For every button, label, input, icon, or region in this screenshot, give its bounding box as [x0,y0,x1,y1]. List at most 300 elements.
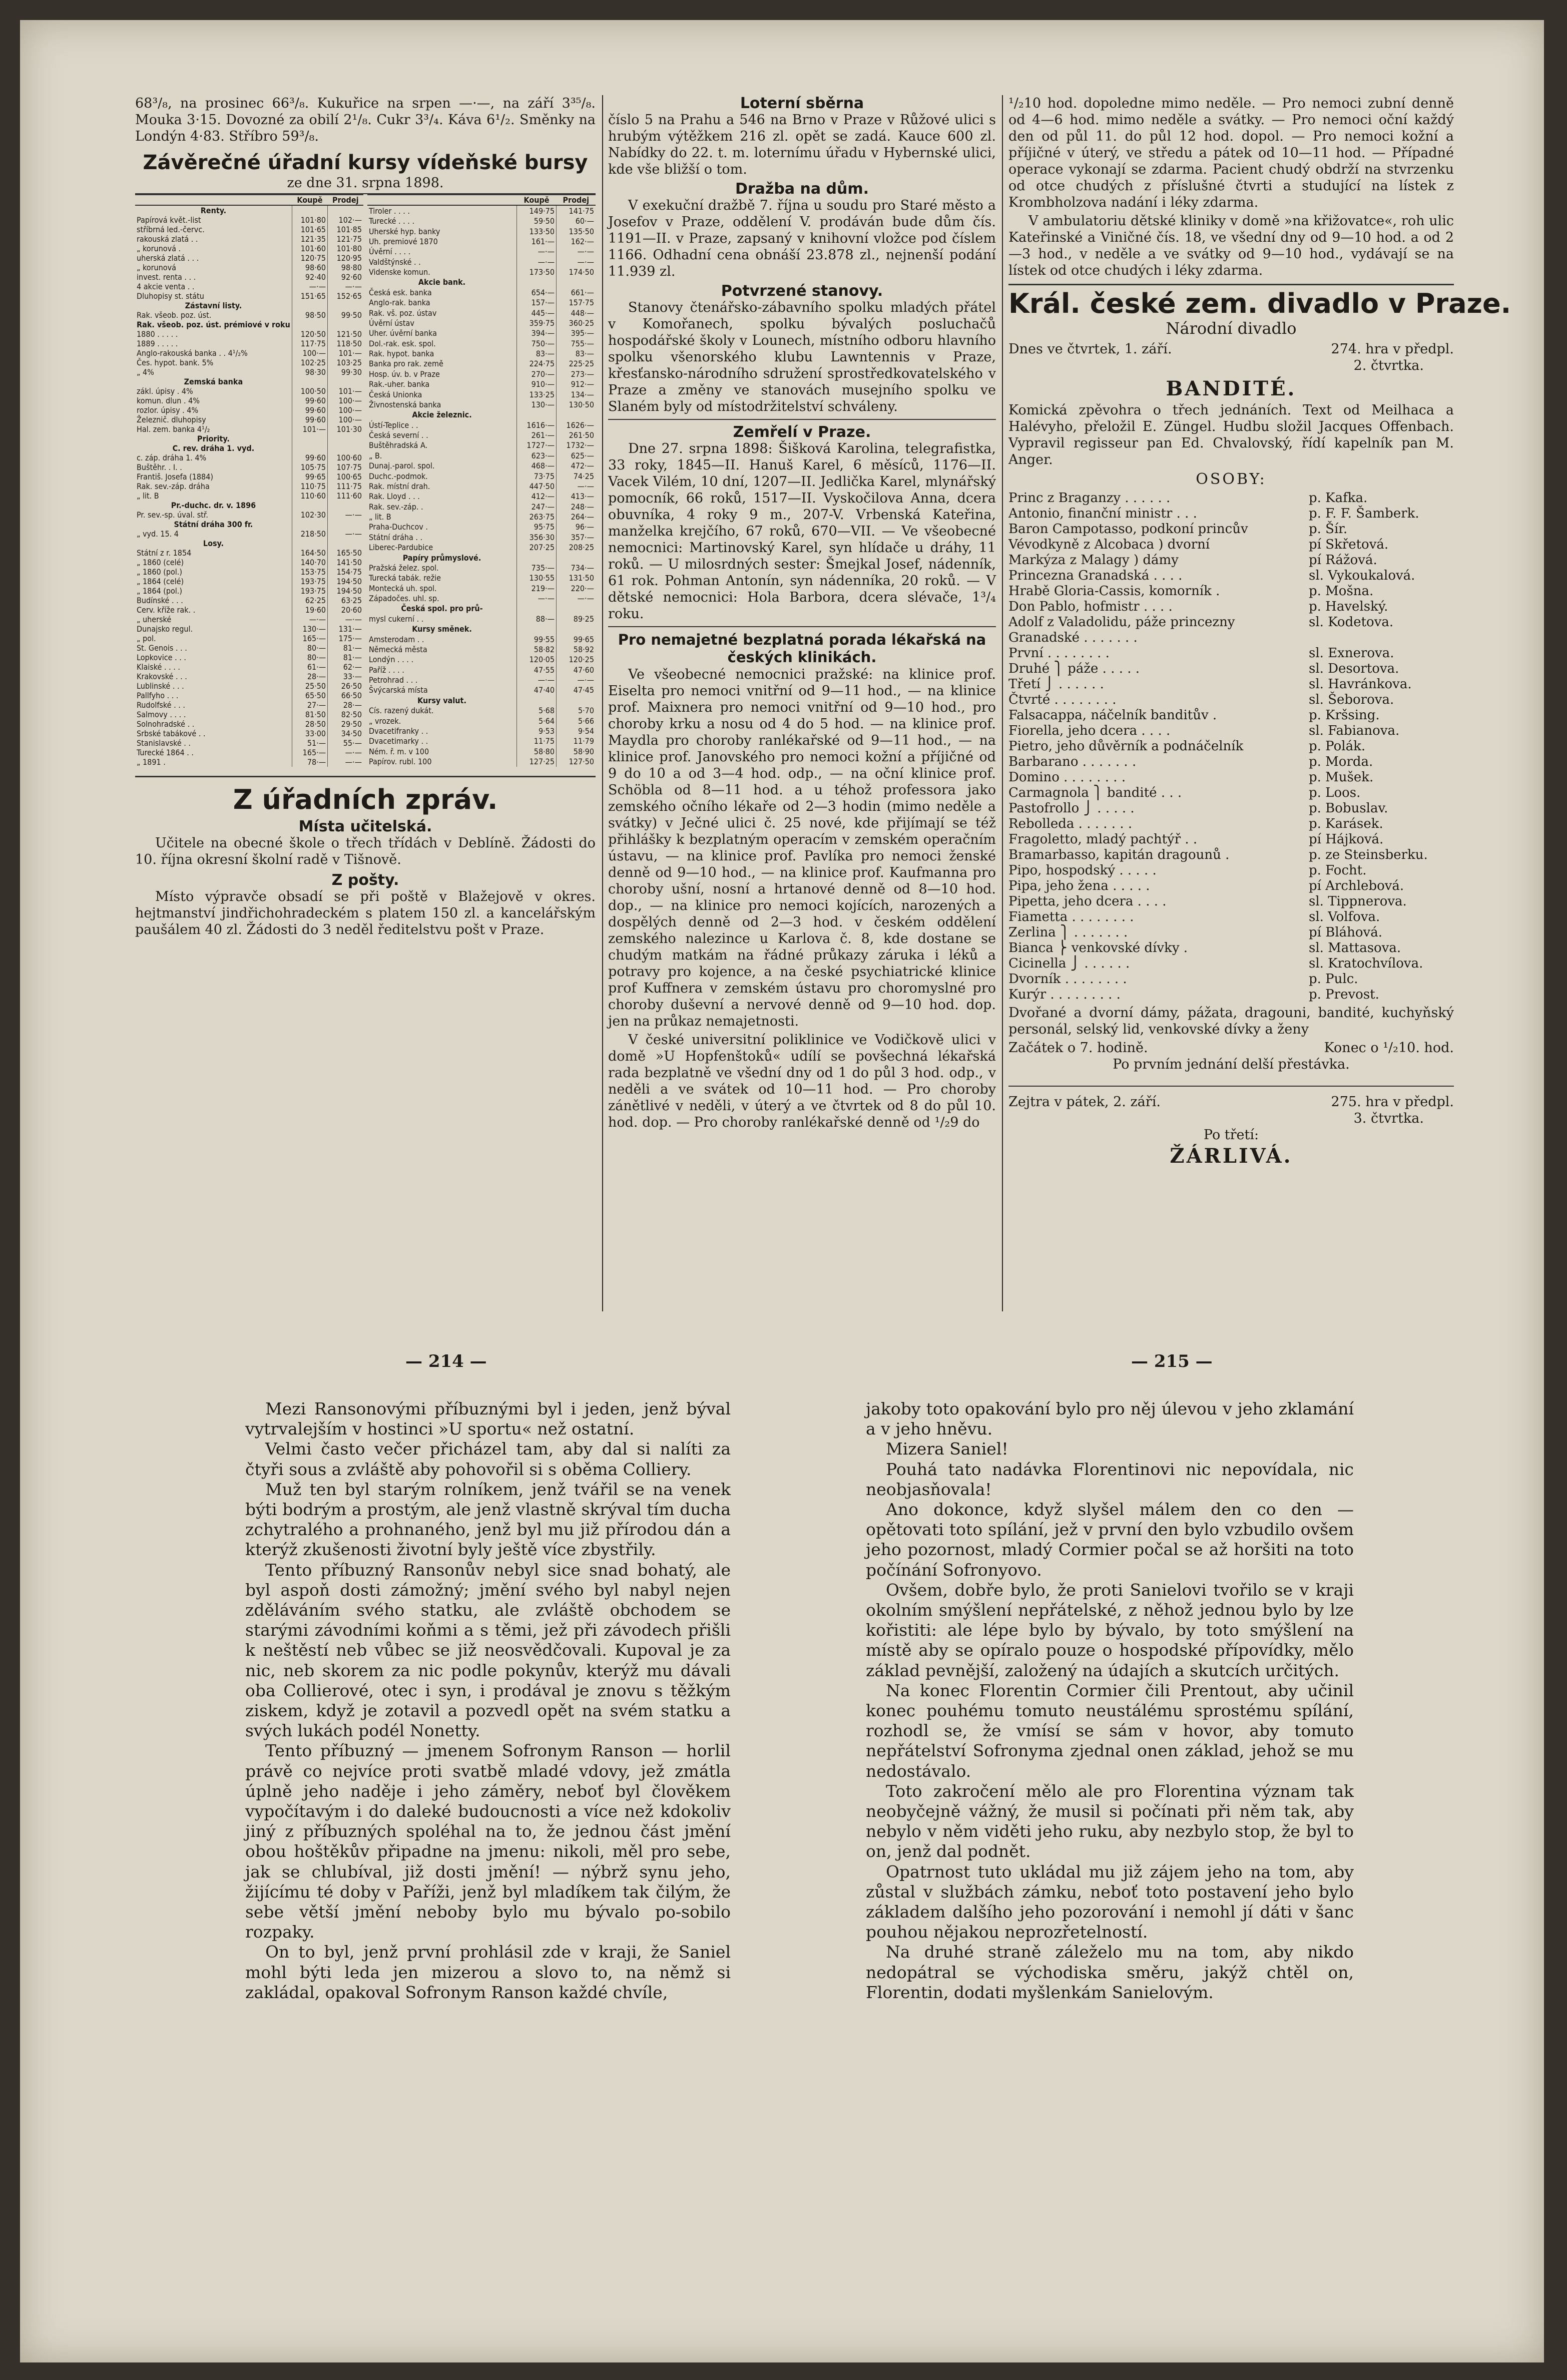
cast-role: Carmagnola ⎫ bandité . . . [1008,785,1182,800]
market-row [135,377,363,386]
market-row [367,236,596,246]
cast-row [1008,584,1454,599]
market-row [367,450,596,460]
market-row [367,216,596,226]
market-cell-name: Státní dráha . . [369,532,423,542]
market-cell-name: Petrohrad . . . [369,675,418,685]
performance-1-line [1008,341,1454,357]
market-cell-name: 4 akcie venta . . [137,282,195,291]
theatre-banner: Král. české zem. divadlo v Praze. [1008,288,1511,319]
market-cell-name: Uher. úvěrní banka [369,328,437,338]
cast-row [1008,940,1454,956]
market-cell-name: Pr. sev.-sp. úval. stř. [137,510,208,520]
market-cell-sell: 152·65 [328,291,363,301]
market-cell-name: Rak. vš. poz. ústav [369,308,437,318]
market-cell-name: Rak. místní drah. [369,481,430,491]
market-cell-sell [328,520,363,529]
market-cell-buy: 25·50 [292,681,327,691]
market-row [135,215,363,225]
cast-actor: sl. Kratochvílova. [1309,956,1423,971]
market-row [135,320,363,329]
novel-paragraph: Velmi často večer přicházel tam, aby dal si nalíti za čtyři sous a zvláště aby pohovořil si s oběma Colliery. [245,1439,731,1479]
market-row [367,685,596,695]
deaths-heading: Zemřelí v Praze. [733,423,871,441]
market-cell-sell: 92·60 [328,272,363,282]
market-cell-buy: 910·— [517,379,557,389]
market-cell-buy: 101·80 [292,215,327,225]
market-cell-sell: 100·60 [328,453,363,462]
market-cell-sell: 99·65 [557,634,596,644]
cast-actor: sl. Vykoukalová. [1309,568,1415,583]
market-cell-buy: 47·40 [517,685,557,695]
market-row [135,577,363,586]
performance-2-line [1008,1094,1454,1110]
performance-1-subscription: 274. hra v předpl. [1331,341,1454,357]
market-cell-sell: 174·50 [557,267,596,277]
newspaper-page [20,20,1544,2362]
market-cell-sell: 194·50 [328,577,363,586]
market-cell-name: Ném. ř. m. v 100 [369,746,429,756]
market-row [135,301,363,310]
play-title: BANDITÉ. [1166,377,1297,400]
market-cell-buy: 5·64 [517,716,557,726]
novel-paragraph: Na konec Florentin Cormier čili Prentout, aby učinil konec pouhému tomuto neustálému sprostému spílání, rozhodl se, že vmísí se sám v hovor, aby tomuto nepřátelství Sofronyma zjednal onen základ, jehož se mu nedostávalo. [866,1680,1354,1781]
market-row [135,672,363,681]
auction-text: V exekuční dražbě 7. října u soudu pro Staré město a Josefov v Praze, oddělení V. prodáván bude dům čís. 1191—II. v Praze, zapsaný v knihovní vložce pod číslem 1166. Odhadní cena obnáší 23.878 zl., nejnenší podání 11.939 zl. [608,198,996,279]
market-cell-name: Rak. Lloyd . . . [369,492,420,502]
market-cell-name: Františ. Josefa (1884) [137,472,213,482]
cast-role: Domino . . . . . . . . [1008,770,1126,785]
market-row [367,614,596,624]
market-cell-name: Papíry průmyslové. [402,553,481,563]
market-row [367,736,596,746]
cast-role: Bianca ⎬ venkovské dívky . [1008,940,1188,956]
cast-role: Čtvrté . . . . . . . . [1008,692,1117,707]
cast-row [1008,677,1454,692]
cast-row [1008,894,1454,909]
market-cell-sell: —·— [328,529,363,539]
market-cell-sell: 111·75 [328,482,363,491]
cast-role: Pastofrollo ⎭ . . . . . [1008,801,1135,816]
performance-2-first: Po třetí: [1203,1127,1259,1143]
market-cell-sell: 220·— [557,583,596,593]
cast-role: Princ z Braganzy . . . . . . [1008,491,1171,506]
market-cell-buy: 101·60 [292,244,327,253]
market-cell-name: Rudolfské . . . [137,700,185,710]
market-cell-name: Duchc.-podmok. [369,471,428,481]
market-cell-name: Živnostenská banka [369,399,441,409]
market-intro: 68³/₈, na prosinec 66³/₈. Kukuřice na srpen —·—, na září 3³⁵/₈. Mouka 3·15. Dovozné za obilí 2¹/₈. Cukr 3³/₄. Káva 6¹/₂. Směnky na Londýn 4·83. Stříbro 59³/₈. [135,96,596,144]
market-cell-buy: 98·60 [292,263,327,272]
cast-actor: p. F. F. Šamberk. [1309,506,1419,521]
market-row [367,379,596,389]
cast-actor: sl. Šeborova. [1309,692,1394,707]
market-cell-name: Česká esk. banka [369,287,432,297]
market-cell-sell: 47·45 [557,685,596,695]
clinic-heading: Pro nemajetné bezplatná porada lékařská na českých klinikách. [618,631,986,666]
market-row [135,558,363,567]
market-cell-buy [292,443,327,453]
market-cell-name: „ 1891 . [137,757,166,767]
performance-2-title: ŽÁRLIVÁ. [1170,1144,1293,1168]
market-cell-name: Česká spol. pro prů- [401,604,483,614]
market-cell-sell: 912·— [557,379,596,389]
market-row [367,716,596,726]
market-row [135,358,363,367]
market-cell-name: Dol.-rak. esk. spol. [369,338,436,348]
market-cell-buy: 99·55 [517,634,557,644]
market-cell-buy: 263·75 [517,512,557,522]
cast-actor: p. Kršsing. [1309,708,1380,723]
cast-row [1008,646,1454,661]
statutes-text: Stanovy čtenářsko-zábavního spolku mladých přátel v Komořanech, spolku bývalých posluchačů hospodářské školy v Lounech, místního odboru hlavního spolku všenorského klubu Lawntennis v Praze, křesťansko-národního sdružení sprostředkovatelského v Praze a změny ve stanovách musejního spolku ve Slaném byly od místodržitelství schváleny. [608,300,996,414]
market-cell-name: Pražská želez. spol. [369,563,439,573]
cast-role: Vévodkyně z Alcobaca ) dvorní [1008,537,1210,552]
market-cell-name: Papírov. rubl. 100 [369,757,432,767]
market-row [135,205,363,215]
market-cell-buy: 394·— [517,328,557,338]
market-cell-sell: 99·30 [328,367,363,377]
market-cell-buy: 61·— [292,662,327,672]
market-row [367,492,596,502]
end-time: Konec o ¹/₂10. hod. [1324,1040,1454,1056]
market-row [135,539,363,548]
page-number-left: — 214 — [405,1351,487,1371]
market-cell-sell: 58·90 [557,746,596,756]
market-cell-buy: 207·25 [517,542,557,552]
header-sell: Prodej [557,195,596,205]
market-cell-name: „ lit. B [137,491,159,501]
market-row [367,675,596,685]
novel-paragraph: Opatrnost tuto ukládal mu již zájem jeho na tom, aby zůstal v službách zámku, neboť toto postavení jeho bylo základem dalšího jeho pozorování i nemohl jí dáti v šanc pouhou nějakou neprozřetelností. [866,1861,1354,1942]
market-cell-buy: 149·75 [517,205,557,216]
market-cell-sell: 130·50 [557,399,596,409]
market-cell-buy: 153·75 [292,567,327,577]
market-cell-buy: 164·50 [292,548,327,558]
market-cell-sell: 118·50 [328,339,363,348]
market-cell-buy: 83·— [517,348,557,358]
market-cell-sell: 141·75 [557,205,596,216]
cast-actor: pí Skřetová. [1309,537,1389,552]
column-theatre [1008,95,1511,1169]
market-cell-sell: 264·— [557,512,596,522]
market-cell-sell: —·— [328,748,363,757]
market-cell-name: Montecká uh. spol. [369,583,437,593]
market-cell-name: Pallfyho . . . [137,691,179,700]
market-cell-buy: 99·60 [292,405,327,415]
market-row [135,501,363,510]
market-cell-name: Turecké . . . . [369,216,415,226]
cast-actor: p. Morda. [1309,754,1373,769]
market-cell-name: Úvěrní . . . . [369,247,411,257]
cast-row [1008,863,1454,878]
market-row [367,593,596,603]
market-cell-sell: 121·75 [328,234,363,244]
market-cell-buy: 80·— [292,653,327,662]
market-row [135,339,363,348]
market-cell-sell: 121·50 [328,329,363,339]
market-row [135,748,363,757]
cast-footer: Dvořané a dvorní dámy, pážata, dragouni, bandité, kuchyňský personál, selský lid, venkovské dívky a ženy [1008,1005,1454,1037]
market-cell-name: Rak.-uher. banka [369,379,430,389]
market-cell-sell: 131·50 [557,573,596,583]
market-cell-sell: 625·— [557,450,596,460]
cast-role: Don Pablo, hofmistr . . . . [1008,599,1173,614]
cast-actor: sl. Fabianova. [1309,723,1400,738]
market-cell-buy: 270·— [517,369,557,379]
cast-row [1008,615,1454,646]
market-row [135,348,363,358]
cast-row [1008,801,1454,816]
market-cell-sell: 134·— [557,389,596,399]
cast-row [1008,739,1454,754]
market-row [367,257,596,267]
market-cell-name: Renty. [200,206,227,215]
cast-list [1008,491,1454,1003]
market-cell-buy: 98·30 [292,367,327,377]
cast-role: Princezna Granadská . . . . [1008,568,1183,583]
cast-row [1008,832,1454,847]
market-cell-sell: 101·— [328,348,363,358]
market-cell-name: komun. dlun . 4% [137,396,200,405]
market-cell-sell: 98·80 [328,263,363,272]
market-row [367,226,596,236]
market-cell-sell: 5·66 [557,716,596,726]
market-cell-name: Dvacetimarky . . [369,736,428,746]
cast-actor: p. Mušek. [1309,770,1374,785]
market-cell-sell [557,553,596,563]
market-cell-name: Švýcarská místa [369,685,428,695]
market-cell-buy: 9·53 [517,726,557,736]
market-cell-name: Kursy směnek. [412,624,472,634]
header-buy: Koupě [292,195,327,205]
cast-row [1008,568,1454,584]
market-cell-buy: 261·— [517,430,557,440]
children-clinic-text: V ambulatoriu dětské kliniky v domě »na křižovatce«, roh ulic Kateřinské a Viničné čís. 18, ve všední dny od 9—10 hod. a od 2—3 hod., v neděle a ve svátky od 9—10 hod., vydávají se na lístek od otce chudých i léky zdarma. [1008,213,1454,278]
cast-actor: p. ze Steinsberku. [1309,847,1428,862]
market-cell-buy: 80·— [292,643,327,653]
market-cell-sell: 154·75 [328,567,363,577]
market-cell-buy: 58·82 [517,644,557,654]
cast-actor: sl. Desortova. [1309,661,1399,676]
market-cell-name: „ pol. [137,634,156,643]
market-row [135,386,363,396]
market-cell-sell: 734·— [557,563,596,573]
novel-page-left [245,1399,731,2003]
market-row [135,738,363,748]
header-sell: Prodej [328,195,363,205]
market-cell-name: Ústí-Teplice . . [369,420,418,430]
news-teachers-text: Učitele na obecné škole o třech třídách v Deblíně. Žádosti do 10. října okresní školní radě v Tišnově. [135,835,596,867]
market-row [367,369,596,379]
novel-paragraph: Tento příbuzný Ransonův nebyl sice snad bohatý, ale byl aspoň dosti zámožný; jmění svého byl nabyl nejen zděláváním svého statku, ale zvláště obchodem se starými závodními koňmi a s těmi, jež při závodech přišli k neštěstí neb vůbec se již neosvědčovali. Kupoval je za nic, neb skorem za nic podle pokynův, kterýž mu dávali oba Collierové, otec i syn, i prodával je znovu s těžkým ziskem, když je zotavil a pozvedl opět na svém statku a svých lukách podél Nonetty. [245,1560,731,1741]
market-row [135,244,363,253]
market-cell-sell: 5·70 [557,705,596,715]
market-cell-sell: 60·— [557,216,596,226]
market-cell-buy: 62·25 [292,596,327,605]
column-markets [135,95,596,940]
market-row [367,287,596,297]
cast-row [1008,754,1454,770]
performance-2-quarter: 3. čtvrtka. [1353,1111,1424,1126]
market-cell-sell: 9·54 [557,726,596,736]
cast-role: Pietro, jeho důvěrník a podnáčelník [1008,739,1244,754]
market-row [367,542,596,552]
market-cell-sell: —·— [328,510,363,520]
market-row [367,553,596,563]
market-cell-buy [517,410,557,420]
market-cell-buy: 110·60 [292,491,327,501]
market-cell-buy: 11·75 [517,736,557,746]
market-cell-buy: 95·75 [517,522,557,532]
cast-actor: p. Polák. [1309,739,1366,754]
market-cell-buy: —·— [292,615,327,624]
market-row [367,430,596,440]
market-cell-sell: 225·25 [557,359,596,369]
cast-row [1008,878,1454,894]
market-cell-sell: 96·— [557,522,596,532]
market-row [135,529,363,539]
market-cell-sell: 66·50 [328,691,363,700]
market-cell-buy: 88·— [517,614,557,624]
market-row [135,482,363,491]
market-row [135,624,363,634]
market-cell-buy: —·— [517,675,557,685]
cast-row [1008,925,1454,940]
market-cell-sell: 273·— [557,369,596,379]
market-row [367,399,596,409]
market-cell-buy: 100·50 [292,386,327,396]
column-notices [608,95,996,1133]
market-cell-name: Budínské . . . [137,596,183,605]
market-cell-buy: 120·05 [517,655,557,665]
cast-row [1008,987,1454,1003]
market-cell-buy [292,301,327,310]
market-cell-buy: 140·70 [292,558,327,567]
market-row [135,653,363,662]
market-row [367,756,596,767]
page-number-right: — 215 — [1131,1351,1213,1371]
market-row [135,615,363,624]
market-cell-name: „ B. [369,450,382,460]
market-cell-sell: 63·25 [328,596,363,605]
market-cell-sell [557,695,596,705]
novel-paragraph: Pouhá tato nadávka Florentinovi nic nepovídala, nic neobjasňovala! [866,1459,1354,1499]
market-cell-buy: 99·60 [292,453,327,462]
market-cell-name: c. záp. dráha 1. 4% [137,453,207,462]
market-row [135,405,363,415]
market-row [135,605,363,615]
cast-role: Dvorník . . . . . . . . [1008,972,1127,987]
market-cell-buy: 623·— [517,450,557,460]
market-cell-buy: 33·00 [292,729,327,738]
market-cell-name: Turecké 1864 . . [137,748,194,757]
clinic-continued: ¹/₂10 hod. dopoledne mimo neděle. — Pro nemoci zubní denně od 4—6 hod. mimo neděle a svátky. — Pro nemoci oční každý den od půl 11. do půl 12 hod. dopol. — Pro nemoci kožní a příjičné v úterý, ve středu a pátek od 10—11 hod. — Případné operace vykonají se zdarma. Pacient chudý obdrží na stvrzenku od otce chudých z příslušné čtvrti a studující na lístek z Krombholzova nadání i léky zdarma. [1008,96,1454,210]
market-cell-sell: 100·— [328,405,363,415]
market-cell-sell: 102·— [328,215,363,225]
market-cell-buy [517,624,557,634]
market-row [135,329,363,339]
market-row [367,532,596,542]
market-cell-name: Buštěhr. . I. . [137,462,182,472]
market-cell-name: Cís. razený dukát. [369,706,434,716]
market-cell-buy: 218·50 [292,529,327,539]
market-cell-buy: 100·— [292,348,327,358]
market-row [135,367,363,377]
cast-role: Fiametta . . . . . . . . [1008,909,1134,924]
performance-1-date: Dnes ve čtvrtek, 1. září. [1008,341,1172,357]
market-cell-buy: 193·75 [292,577,327,586]
market-cell-sell [328,539,363,548]
market-cell-name: Česká Unionka [369,389,422,399]
cast-role: Kurýr . . . . . . . . . [1008,987,1121,1002]
cast-row [1008,847,1454,863]
cast-actor: pí Bláhová. [1309,925,1382,940]
market-cell-sell: 28·— [328,700,363,710]
market-row [367,563,596,573]
market-cell-name: Uherské hyp. banky [369,226,440,236]
market-cell-name: Liberec-Pardubice [369,543,433,553]
market-cell-sell: 111·60 [328,491,363,501]
market-cell-name: Krakovské . . . [137,672,187,681]
market-cell-buy: 121·35 [292,234,327,244]
market-cell-buy: 359·75 [517,318,557,328]
cast-actor: sl. Kodetova. [1309,615,1394,630]
cast-role: Fragoletto, mladý pachtýř . . [1008,832,1198,847]
market-cell-sell: 100·65 [328,472,363,482]
cast-role: Hrabě Gloria-Cassis, komorník . [1008,584,1220,599]
market-cell-name: Papírová květ.-list [137,215,201,225]
market-cell-name: Hosp. úv. b. v Praze [369,369,440,379]
market-cell-sell [328,320,363,329]
market-row [135,310,363,320]
market-cell-name: „ vrozek. [369,716,401,726]
market-cell-sell: 33·— [328,672,363,681]
cast-role: Pipetta, jeho dcera . . . . [1008,894,1167,909]
cast-actor: sl. Exnerova. [1309,646,1394,661]
market-cell-name: invest. renta . . . [137,272,196,282]
cast-row [1008,723,1454,739]
start-end-line [1008,1040,1454,1056]
market-cell-buy: 19·60 [292,605,327,615]
market-cell-sell: 357·— [557,532,596,542]
market-cell-buy: 219·— [517,583,557,593]
market-cell-buy: 1616·— [517,420,557,430]
market-cell-sell: —·— [557,481,596,491]
cast-role: Falsacappa, náčelník banditův . [1008,708,1217,723]
cast-actor: p. Mošna. [1309,584,1374,599]
market-row [367,471,596,481]
cast-row [1008,522,1454,537]
market-cell-sell: 101·80 [328,244,363,253]
market-row [135,520,363,529]
market-cell-buy: 5·68 [517,705,557,715]
market-cell-name: St. Genois . . . [137,643,187,653]
market-cell-name: Lopkovice . . . [137,653,186,662]
market-cell-buy [292,434,327,443]
market-row [135,662,363,672]
market-row [367,297,596,307]
market-row [135,700,363,710]
market-cell-buy: 165·— [292,748,327,757]
market-cell-buy: 47·55 [517,665,557,675]
market-row [135,282,363,291]
news-heading: Z úřadních zpráv. [233,784,498,815]
novel-paragraph: jakoby toto opakování bylo pro něj úlevou v jeho zklamání a v jeho hněvu. [866,1399,1354,1439]
market-cell-sell: 81·— [328,653,363,662]
market-cell-buy [517,695,557,705]
market-row [135,415,363,424]
